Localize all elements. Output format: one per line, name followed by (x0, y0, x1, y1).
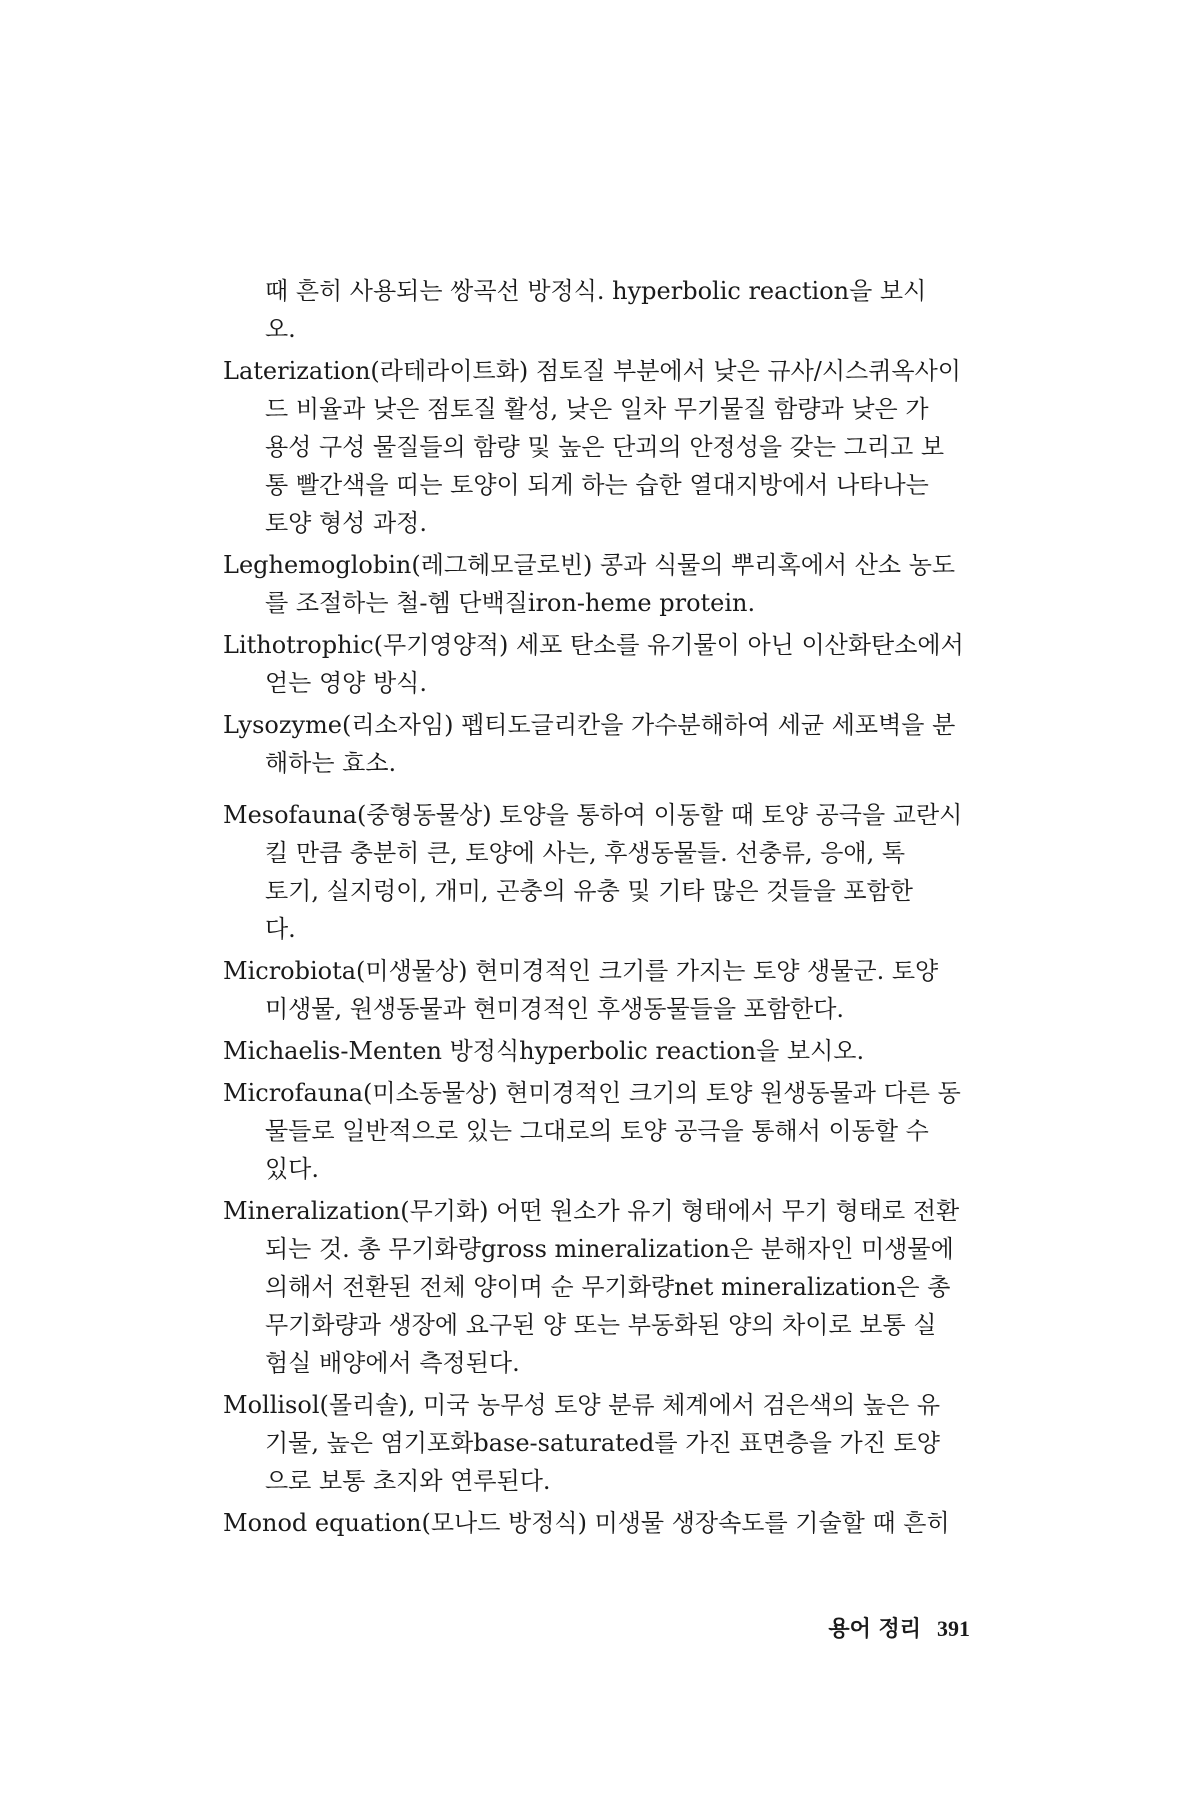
entry-line: Lysozyme(리소자임) 펩티도글리칸을 가수분해하여 세균 세포벽을 분 (223, 711, 956, 739)
entry-line: 얻는 영양 방식. (265, 669, 427, 697)
entry-line: 오. (265, 315, 296, 343)
glossary-entry-microbiota (223, 952, 975, 1028)
entry-line: Mesofauna(중형동물상) 토양을 통하여 이동할 때 토양 공극을 교란시 (223, 801, 963, 829)
entry-line: 있다. (265, 1155, 319, 1183)
entry-line: Laterization(라테라이트화) 점토질 부분에서 낮은 규사/시스퀴옥사이 (223, 357, 961, 385)
glossary-entry-monod-equation (223, 1504, 975, 1542)
glossary-entry-lysozyme (223, 706, 975, 782)
entry-line: 무기화량과 생장에 요구된 양 또는 부동화된 양의 차이로 보통 실 (265, 1311, 937, 1339)
entry-line: 킬 만큼 충분히 큰, 토양에 사는, 후생동물들. 선충류, 응애, 톡 (265, 839, 906, 867)
entry-line: Monod equation(모나드 방정식) 미생물 생장속도를 기술할 때 흔히 (223, 1509, 950, 1537)
glossary-entry-microfauna (223, 1074, 975, 1188)
entry-line: 다. (265, 915, 296, 943)
glossary-entry-mesofauna (223, 796, 975, 948)
entry-line: 의해서 전환된 전체 양이며 순 무기화량net mineralization은 총 (265, 1273, 951, 1301)
section-title: 용어 정리 (828, 1617, 921, 1642)
entry-line: 해하는 효소. (265, 749, 397, 777)
glossary-entry-leghemoglobin (223, 546, 975, 622)
entry-line: Mollisol(몰리솔), 미국 농무성 토양 분류 체계에서 검은색의 높은 유 (223, 1391, 941, 1419)
entry-line: Mineralization(무기화) 어떤 원소가 유기 형태에서 무기 형태로 전환 (223, 1197, 960, 1225)
entry-line: 토양 형성 과정. (265, 509, 427, 537)
glossary-entries (223, 272, 975, 1546)
entry-line: 통 빨간색을 띠는 토양이 되게 하는 습한 열대지방에서 나타나는 (265, 471, 929, 499)
entry-line: 를 조절하는 철-헴 단백질iron-heme protein. (265, 589, 756, 617)
glossary-entry-laterization (223, 352, 975, 542)
entry-line: 때 흔히 사용되는 쌍곡선 방정식. hyperbolic reaction을 보시 (265, 277, 927, 305)
entry-line: 으로 보통 초지와 연루된다. (265, 1467, 551, 1495)
entry-line: Michaelis-Menten 방정식hyperbolic reaction을 보시오. (223, 1037, 865, 1065)
glossary-entry-mollisol (223, 1386, 975, 1500)
page-number: 391 (937, 1616, 970, 1641)
entry-line: 되는 것. 총 무기화량gross mineralization은 분해자인 미생물에 (265, 1235, 954, 1263)
entry-line: 미생물, 원생동물과 현미경적인 후생동물들을 포함한다. (265, 995, 845, 1023)
glossary-entry-mineralization (223, 1192, 975, 1382)
entry-line: Microfauna(미소동물상) 현미경적인 크기의 토양 원생동물과 다른 동 (223, 1079, 961, 1107)
entry-line: 토기, 실지렁이, 개미, 곤충의 유충 및 기타 많은 것들을 포함한 (265, 877, 913, 905)
glossary-entry-continuation (223, 272, 975, 348)
entry-line: 드 비율과 낮은 점토질 활성, 낮은 일차 무기물질 함량과 낮은 가 (265, 395, 929, 423)
entry-line: 물들로 일반적으로 있는 그대로의 토양 공극을 통해서 이동할 수 (265, 1117, 929, 1145)
entry-line: Microbiota(미생물상) 현미경적인 크기를 가지는 토양 생물군. 토양 (223, 957, 939, 985)
entry-line: Leghemoglobin(레그헤모글로빈) 콩과 식물의 뿌리혹에서 산소 농도 (223, 551, 956, 579)
page-footer (770, 1612, 970, 1643)
glossary-entry-lithotrophic (223, 626, 975, 702)
entry-line: 용성 구성 물질들의 함량 및 높은 단괴의 안정성을 갖는 그리고 보 (265, 433, 945, 461)
entry-line: 기물, 높은 염기포화base-saturated를 가진 표면층을 가진 토양 (265, 1429, 940, 1457)
entry-line: Lithotrophic(무기영양적) 세포 탄소를 유기물이 아닌 이산화탄소에서 (223, 631, 964, 659)
entry-line: 험실 배양에서 측정된다. (265, 1349, 520, 1377)
glossary-entry-michaelis-menten (223, 1032, 975, 1070)
